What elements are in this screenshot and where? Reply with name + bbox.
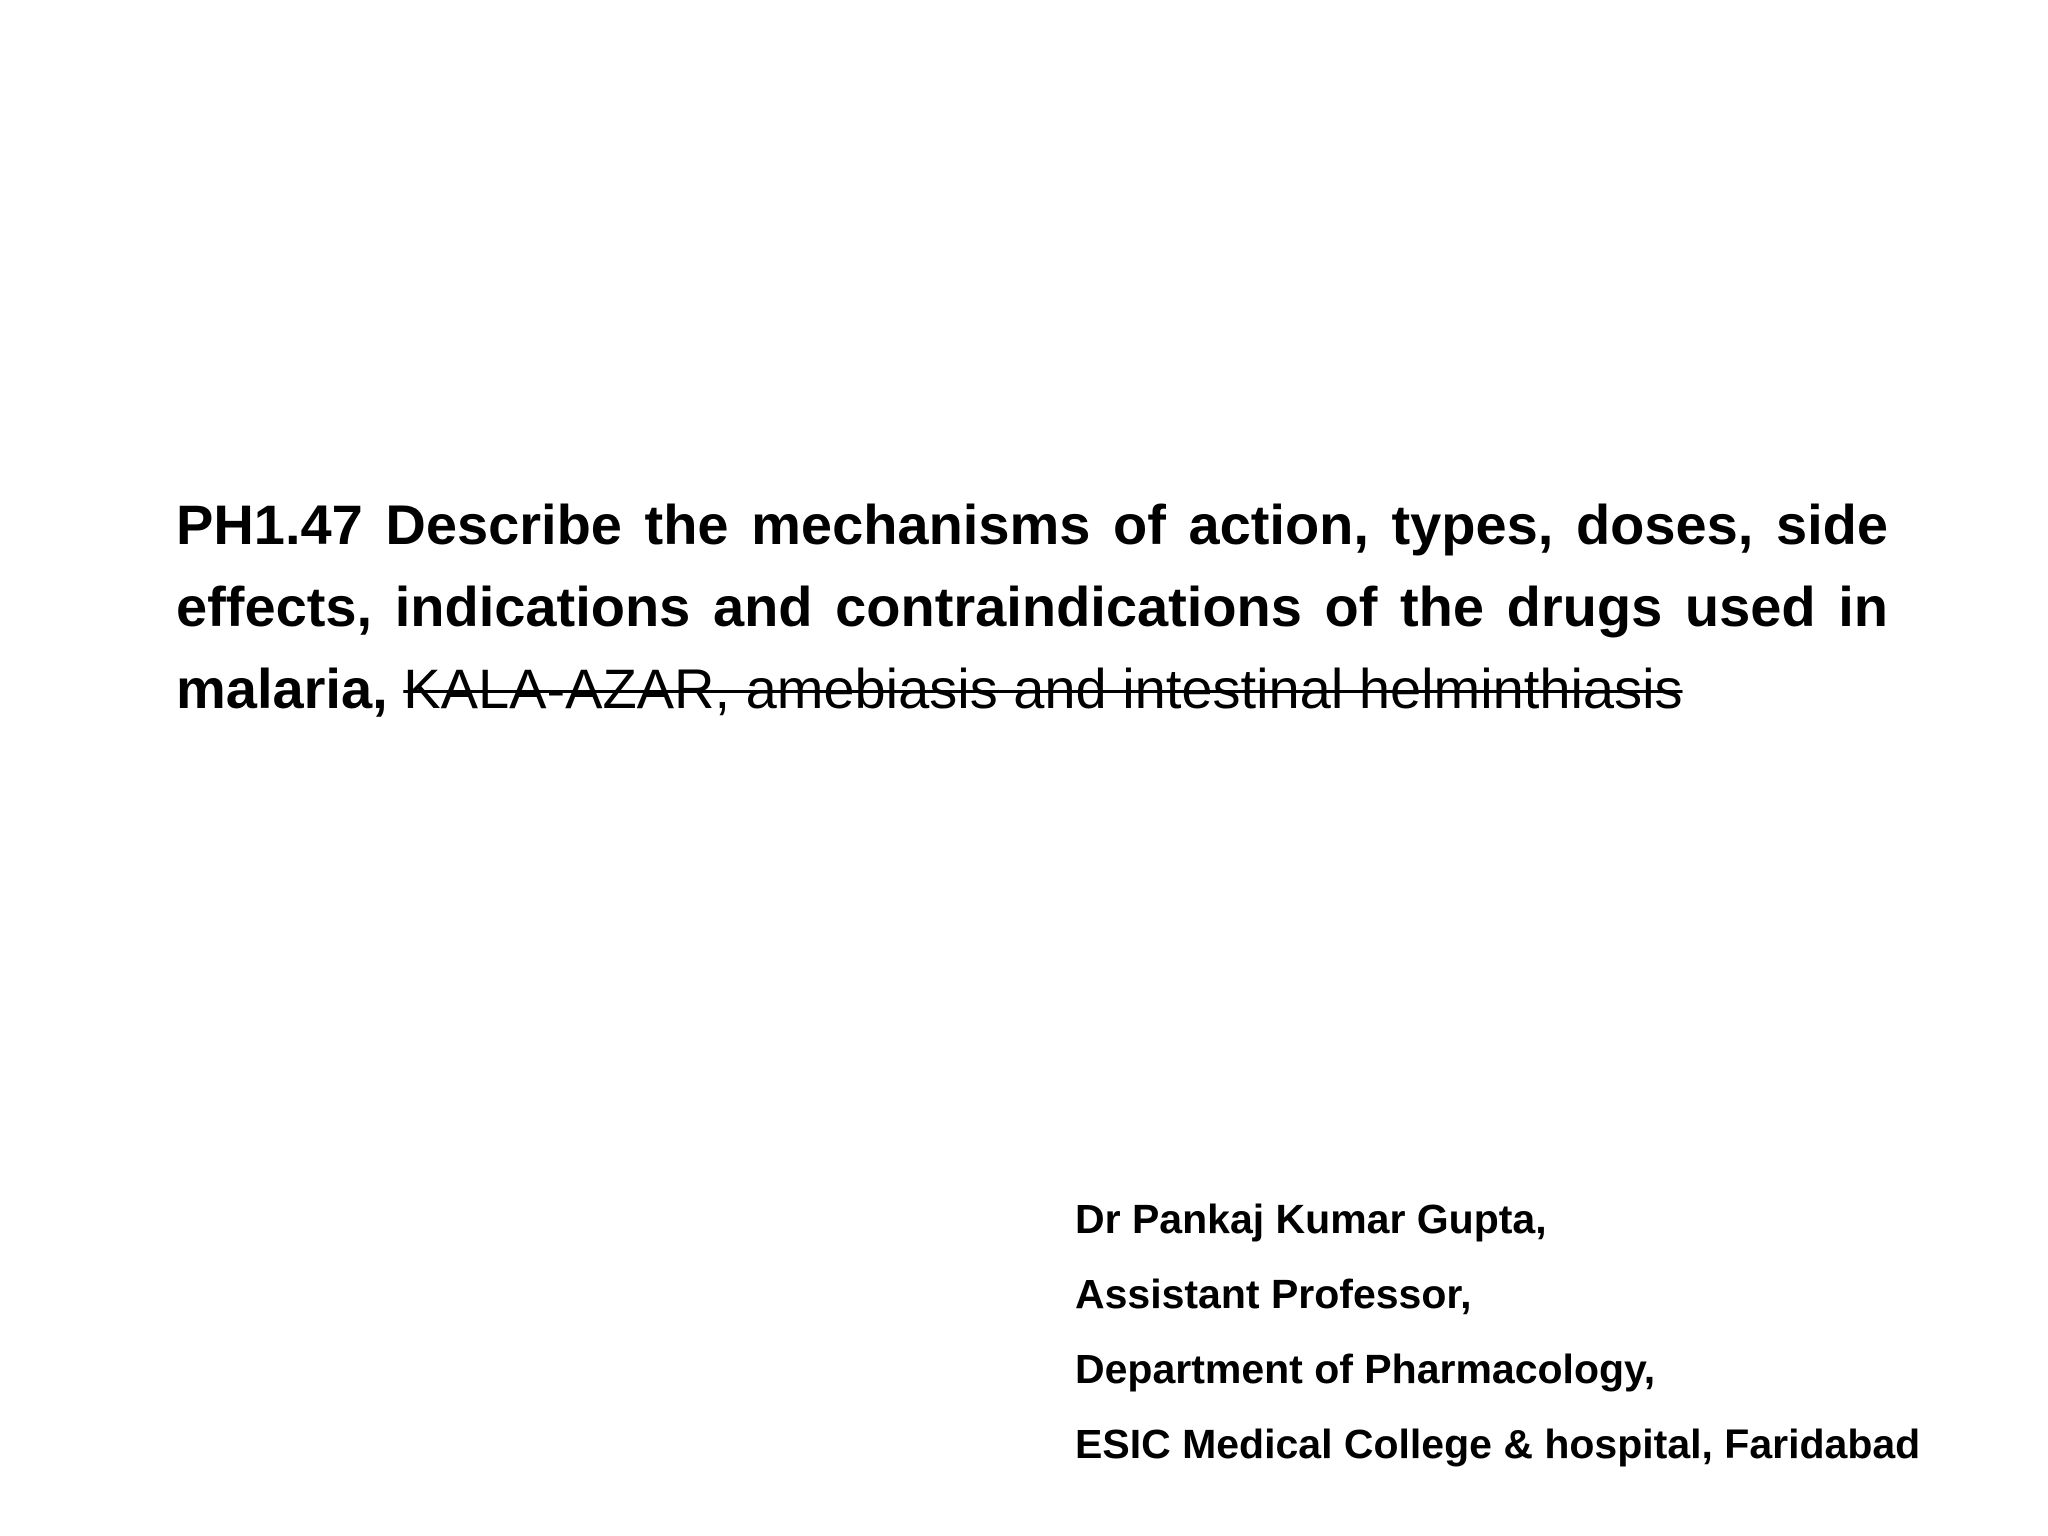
author-institution: ESIC Medical College & hospital, Faridabad: [1075, 1421, 1921, 1467]
objective-text: PH1.47 Describe the mechanisms of action, types, doses, side effects, indications and contraindications of the drugs used in malaria,: [176, 493, 1888, 720]
struck-through-topics: KALA-AZAR, amebiasis and intestinal helminthiasis: [403, 657, 1683, 720]
author-department: Department of Pharmacology,: [1075, 1346, 1656, 1392]
author-block: [1075, 1182, 2015, 1482]
author-name: Dr Pankaj Kumar Gupta,: [1075, 1196, 1547, 1242]
author-title: Assistant Professor,: [1075, 1271, 1472, 1317]
learning-objective: [176, 484, 1888, 730]
